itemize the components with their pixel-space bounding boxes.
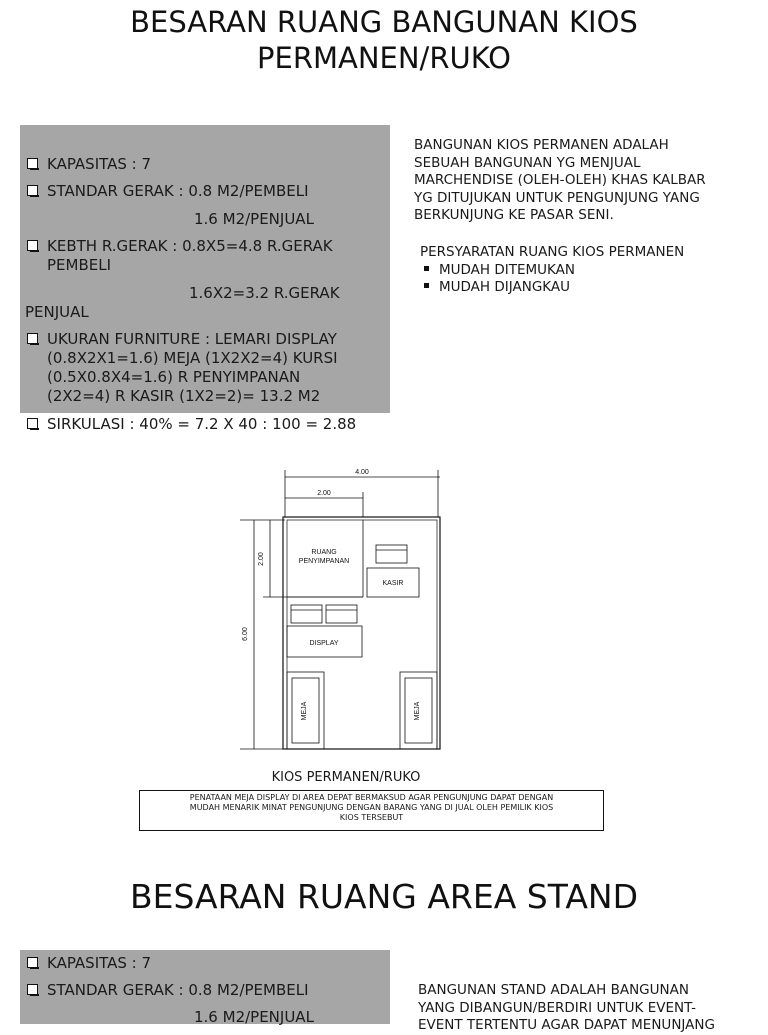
kebth-line-4: PENJUAL (25, 303, 89, 321)
description-line: BANGUNAN KIOS PERMANEN ADALAH (414, 137, 669, 153)
kios-description (414, 137, 706, 225)
square-bullet-icon (424, 266, 429, 271)
square-bullet-icon (424, 283, 429, 288)
description-line: BANGUNAN STAND ADALAH BANGUNAN (418, 982, 689, 998)
display-label: DISPLAY (309, 640, 339, 647)
ukuran-line-4: (2X2=4) R KASIR (1X2=2)= 13.2 M2 (47, 387, 321, 405)
checkbox-bullet-icon (27, 158, 38, 169)
requirement-text: MUDAH DIJANGKAU (439, 279, 571, 295)
plan-note-box (139, 790, 604, 831)
requirements-title: PERSYARATAN RUANG KIOS PERMANEN (420, 244, 685, 260)
description-line: EVENT TERTENTU AGAR DAPAT MENUNJANG (418, 1017, 715, 1033)
description-line: MARCHENDISE (OLEH-OLEH) KHAS KALBAR (414, 172, 706, 188)
kasir-label: KASIR (382, 580, 404, 587)
plan-note-line: KIOS TERSEBUT (339, 813, 404, 822)
storage-label-2: PENYIMPANAN (298, 558, 350, 565)
stand-standar-gerak-text: STANDAR GERAK : 0.8 M2/PEMBELI (47, 981, 309, 999)
ukuran-line-2: (0.8X2X1=1.6) MEJA (1X2X2=4) KURSI (47, 349, 338, 367)
description-line: YANG DIBANGUN/BERDIRI UNTUK EVENT- (418, 999, 696, 1016)
description-line: SEBUAH BANGUNAN YG MENJUAL (414, 154, 641, 171)
plan-note-line: PENATAAN MEJA DISPLAY DI AREA DEPAT BERMAKSUD AGAR PENGUNJUNG DAPAT DENGAN (189, 793, 554, 802)
kebth-line-3: 1.6X2=3.2 R.GERAK (189, 284, 340, 302)
kebth-line-2: PEMBELI (47, 256, 112, 274)
meja-left-label: MEJA (301, 701, 308, 721)
ukuran-line-1: UKURAN FURNITURE : LEMARI DISPLAY (47, 330, 337, 348)
checkbox-bullet-icon (27, 984, 38, 995)
standar-gerak-penjual-text: 1.6 M2/PENJUAL (194, 210, 314, 228)
display-shelf (326, 605, 357, 623)
dim-side-big-label: 6.00 (242, 627, 249, 641)
page-title-line-2: PERMANEN/RUKO (257, 41, 511, 75)
plan-note-line: MUDAH MENARIK MINAT PENGUNJUNG DENGAN BARANG YANG DI JUAL OLEH PEMILIK KIOS (189, 803, 554, 812)
checkbox-bullet-icon (27, 185, 38, 196)
requirement-item (420, 262, 684, 280)
stand-description (418, 982, 715, 1035)
kebth-line-1: KEBTH R.GERAK : 0.8X5=4.8 R.GERAK (47, 237, 333, 255)
stand-kapasitas-text: KAPASITAS : 7 (47, 954, 152, 972)
plan-caption: KIOS PERMANEN/RUKO (271, 770, 421, 785)
stand-standar-gerak-penjual-text: 1.6 M2/PENJUAL (194, 1008, 314, 1026)
display-shelf (291, 605, 322, 623)
dim-side-small-label: 2.00 (258, 552, 265, 566)
requirement-item (420, 279, 684, 297)
dim-inner-label: 2.00 (317, 490, 331, 497)
requirement-text: MUDAH DITEMUKAN (439, 261, 575, 278)
sirkulasi-text: SIRKULASI : 40% = 7.2 X 40 : 100 = 2.88 (47, 415, 357, 433)
storage-label-1: RUANG (311, 549, 337, 556)
dim-top-label: 4.00 (355, 469, 369, 476)
ukuran-line-3: (0.5X0.8X4=1.6) R PENYIMPANAN (47, 368, 301, 386)
checkbox-bullet-icon (27, 333, 38, 344)
checkbox-bullet-icon (27, 418, 38, 429)
meja-right-label: MEJA (414, 701, 421, 721)
checkbox-bullet-icon (27, 957, 38, 968)
section2-title: BESARAN RUANG AREA STAND (129, 877, 638, 916)
page-title-line-1: BESARAN RUANG BANGUNAN KIOS (130, 5, 638, 39)
kapasitas-text: KAPASITAS : 7 (47, 155, 152, 173)
description-line: YG DITUJUKAN UNTUK PENGUNJUNG YANG (414, 189, 700, 206)
description-line: BERKUNJUNG KE PASAR SENI. (414, 207, 614, 223)
checkbox-bullet-icon (27, 240, 38, 251)
kasir-shelf (376, 545, 407, 563)
requirements-block (420, 244, 684, 297)
standar-gerak-text: STANDAR GERAK : 0.8 M2/PEMBELI (47, 182, 309, 200)
kios-floor-plan (230, 462, 450, 757)
